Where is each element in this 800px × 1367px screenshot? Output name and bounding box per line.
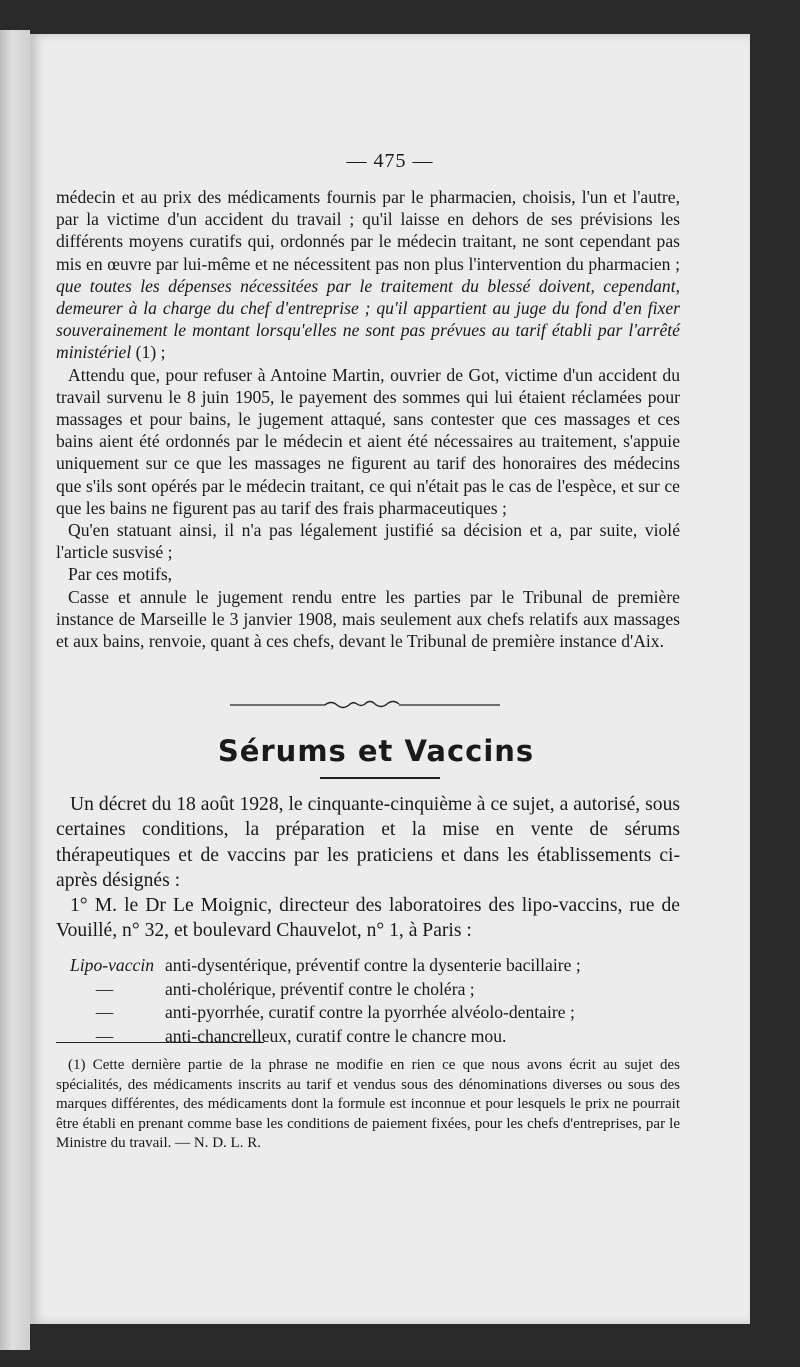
- section-title: Sérums et Vaccins: [217, 734, 535, 768]
- decree-text-block: [56, 792, 680, 944]
- previous-page-edge: [0, 30, 30, 1350]
- footnote: [56, 1056, 680, 1154]
- footnote-text: (1) Cette dernière partie de la phrase ne modifie en rien ce que nous avons écrit au sujet des spécialités, des médicaments inscrits au tarif et vendus sous des dénominations diverses ou sous des marques différentes, des médicaments dont la formule est inconnue et pour lesquels le prix ne pourrait être établi en prenant comme base les conditions de paiement fixées, pour les chefs d'entreprises, par le Ministre du travail. — N. D. L. R.: [56, 1057, 680, 1152]
- page-number: — 475 —: [346, 150, 434, 172]
- list-item: Lipo-vaccin anti-dysentérique, préventif contre la dysenterie bacillaire ;: [70, 955, 581, 975]
- ornamental-divider: [230, 698, 500, 712]
- legal-text-block: [56, 186, 680, 652]
- paragraph-continuation: médecin et au prix des médicaments fournis par le pharmacien, choisis, l'un et l'autre, par la victime d'un accident du travail ; qu'il laisse en dehors de ses prévisions les différents moyens curatifs qui, ordonnés par le médecin traitant, ne sont cependant pas mis en œuvre par lui-même et ne nécessitent pas non plus l'intervention du pharmacien ; que toutes les dépenses nécessitées par le traitement du blessé doivent, cependant, demeurer à la charge du chef d'entreprise ; qu'il appartient au juge du fond d'en fixer souverainement le montant lorsqu'elles ne sont pas prévues au tarif établi par l'arrêté ministériel (1) ;: [56, 187, 680, 363]
- paragraph-decret: Un décret du 18 août 1928, le cinquante-cinquième à ce sujet, a autorisé, sous certaines conditions, la préparation et la mise en vente de sérums thérapeutiques et de vaccins par les praticiens et dans les établissements ci-après désignés :: [56, 794, 680, 891]
- footnote-rule: [56, 1042, 264, 1043]
- paragraph-moignic: 1° M. le Dr Le Moignic, directeur des laboratoires des lipo-vaccins, rue de Vouillé, n° 32, et boulevard Chauvelot, n° 1, à Paris :: [56, 895, 680, 942]
- list-item: — anti-chancrelleux, curatif contre le chancre mou.: [95, 1025, 507, 1046]
- paragraph-motifs: Par ces motifs,: [68, 564, 173, 585]
- title-underline: [320, 777, 440, 779]
- book-page: [30, 34, 750, 1324]
- vaccine-list: [70, 954, 690, 1048]
- paragraph-casse: Casse et annule le jugement rendu entre les parties par le Tribunal de première instance de Marseille le 3 janvier 1908, mais seulement aux chefs relatifs aux massages et aux bains, renvoie, quant à ces chefs, devant le Tribunal de première instance d'Aix.: [56, 586, 680, 652]
- paragraph-statuant: Qu'en statuant ainsi, il n'a pas légalement justifié sa décision et a, par suite, violé l'article susvisé ;: [56, 520, 680, 563]
- list-item: — anti-pyorrhée, curatif contre la pyorrhée alvéolo-dentaire ;: [95, 1002, 575, 1023]
- paragraph-attendu: Attendu que, pour refuser à Antoine Martin, ouvrier de Got, victime d'un accident du travail survenu le 8 juin 1905, le payement des sommes qui lui étaient réclamées pour massages et pour bains, le jugement attaqué, sans contester que ces massages et ces bains aient été ordonnés par le médecin et aient été nécessaires au traitement, s'appuie uniquement sur ce que les massages ne figurent au tarif des honoraires des médecins que s'ils sont opérés par le médecin traitant, ce qui n'était pas le cas de l'espèce, et sur ce que les bains ne figurent pas au tarif des frais pharmaceutiques ;: [56, 364, 680, 518]
- list-item: — anti-cholérique, préventif contre le choléra ;: [95, 978, 475, 999]
